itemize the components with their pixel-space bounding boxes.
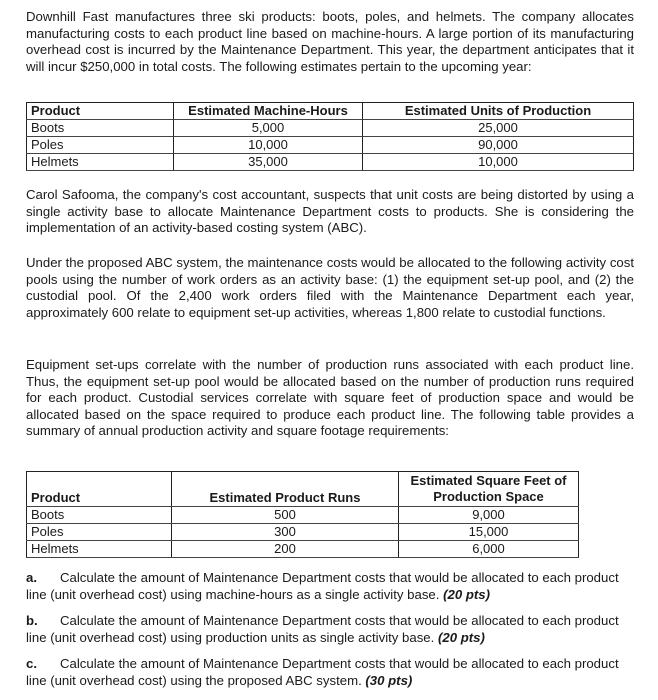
question-points: (30 pts) [365, 672, 413, 688]
header-square-feet: Estimated Square Feet of Production Space [399, 472, 579, 507]
header-product: Product [27, 472, 172, 507]
table-header-row [27, 472, 579, 507]
header-product: Product [27, 103, 174, 120]
cell-machine-hours: 5,000 [174, 120, 363, 137]
cell-product: Boots [27, 507, 172, 524]
cell-product-runs: 300 [172, 524, 399, 541]
production-runs-table [26, 471, 579, 558]
question-text: Calculate the amount of Maintenance Department costs that would be allocated to each product line (unit overhead cost) using machine-hours as a single activity base. [26, 570, 619, 602]
setup-custodial-paragraph: Equipment set-ups correlate with the number of production runs associated with each product line. Thus, the equipment set-up pool would be allocated based on the number of production runs required for each product. Custodial services correlate with square feet of production space and would be allocated based on the space required to produce each product line. The following table provides a summary of annual production activity and square footage requirements: [26, 357, 634, 439]
table-row [27, 507, 579, 524]
header-machine-hours: Estimated Machine-Hours [174, 103, 363, 120]
table-row [27, 137, 634, 154]
question-label: c. [26, 656, 37, 671]
cell-units: 90,000 [363, 137, 634, 154]
question-text: Calculate the amount of Maintenance Department costs that would be allocated to each product line (unit overhead cost) using production units as single activity base. [26, 613, 619, 645]
cell-product-runs: 500 [172, 507, 399, 524]
accountant-paragraph: Carol Safooma, the company's cost accountant, suspects that unit costs are being distorted by using a single activity base to allocate Maintenance Department costs to products. She is considering the implementation of an activity-based costing system (ABC). [26, 187, 634, 236]
question-points: (20 pts) [443, 586, 491, 602]
table-row [27, 524, 579, 541]
header-product-runs: Estimated Product Runs [172, 472, 399, 507]
cell-square-feet: 6,000 [399, 541, 579, 558]
table-row [27, 120, 634, 137]
cell-units: 25,000 [363, 120, 634, 137]
question-a [26, 570, 634, 603]
table-header-row [27, 103, 634, 120]
question-points: (20 pts) [437, 629, 485, 645]
cell-product: Poles [27, 137, 174, 154]
cell-square-feet: 9,000 [399, 507, 579, 524]
table-row [27, 154, 634, 171]
machine-hours-table [26, 102, 634, 171]
question-text: Calculate the amount of Maintenance Department costs that would be allocated to each product line (unit overhead cost) using the proposed ABC system. [26, 656, 619, 688]
question-c [26, 656, 634, 689]
header-units: Estimated Units of Production [363, 103, 634, 120]
abc-system-paragraph: Under the proposed ABC system, the maintenance costs would be allocated to the following activity cost pools using the number of work orders as an activity base: (1) the equipment set-up pool, and (2) the custodial pool. Of the 2,400 work orders filed with the Maintenance Department each year, approximately 600 relate to equipment set-up activities, whereas 1,800 relate to custodial functions. [26, 255, 634, 320]
table-row [27, 541, 579, 558]
cell-units: 10,000 [363, 154, 634, 171]
question-label: b. [26, 613, 38, 628]
question-b [26, 613, 634, 646]
intro-paragraph: Downhill Fast manufactures three ski products: boots, poles, and helmets. The company allocates manufacturing costs to each product line based on machine-hours. A large portion of its manufacturing overhead cost is incurred by the Maintenance Department. This year, the department anticipates that it will incur $250,000 in total costs. The following estimates pertain to the upcoming year: [26, 9, 634, 74]
cell-product: Boots [27, 120, 174, 137]
cell-machine-hours: 10,000 [174, 137, 363, 154]
cell-product-runs: 200 [172, 541, 399, 558]
cell-square-feet: 15,000 [399, 524, 579, 541]
question-label: a. [26, 570, 37, 585]
cell-machine-hours: 35,000 [174, 154, 363, 171]
cell-product: Helmets [27, 154, 174, 171]
cell-product: Helmets [27, 541, 172, 558]
cell-product: Poles [27, 524, 172, 541]
